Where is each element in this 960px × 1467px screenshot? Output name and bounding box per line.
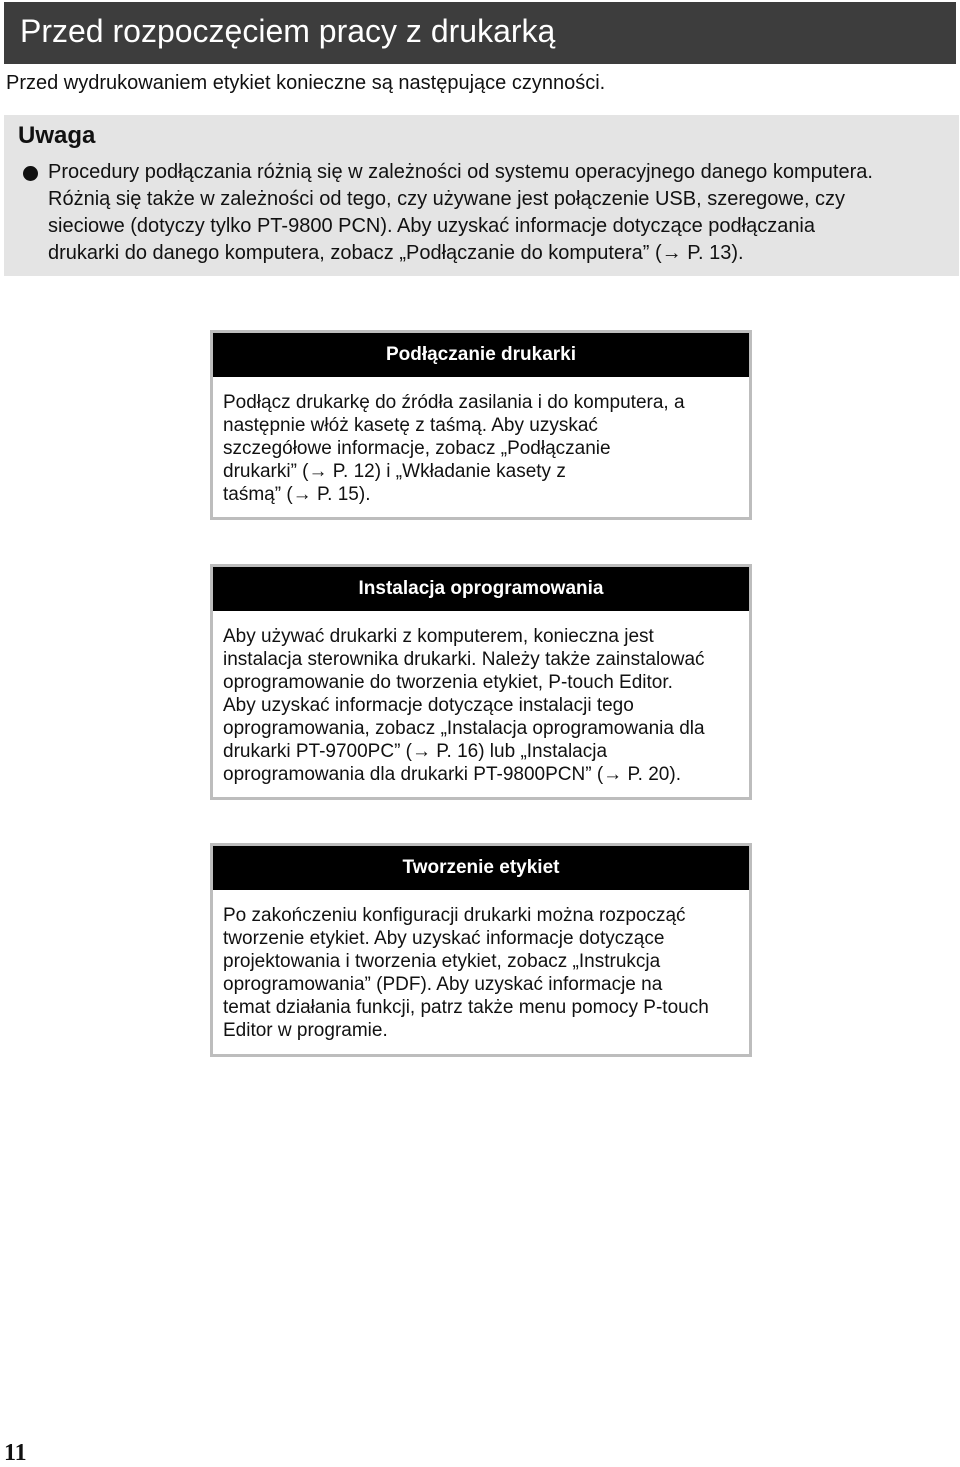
step-text-line: Po zakończeniu konfiguracji drukarki można rozpocząć	[223, 905, 686, 926]
step-text-line: Aby używać drukarki z komputerem, konieczna jest	[223, 626, 654, 647]
note-box	[4, 115, 959, 276]
bullet-icon	[23, 166, 38, 181]
step-text-line: projektowania i tworzenia etykiet, zobacz „Instrukcja	[223, 951, 661, 972]
step-text-line: taśmą” (→ P. 15).	[223, 484, 371, 505]
step-title: Podłączanie drukarki	[213, 333, 749, 377]
step-create-labels	[210, 843, 752, 1057]
note-heading: Uwaga	[18, 122, 96, 149]
intro-text: Przed wydrukowaniem etykiet konieczne są następujące czynności.	[6, 72, 606, 94]
page-title-bar	[4, 2, 956, 64]
step-text-line: Podłącz drukarkę do źródła zasilania i do komputera, a	[223, 392, 685, 413]
step-text-line: Aby uzyskać informacje dotyczące instalacji tego	[223, 695, 634, 716]
step-text-line: drukarki” (→ P. 12) i „Wkładanie kasety z	[223, 461, 566, 482]
step-connect-printer	[210, 330, 752, 520]
step-title: Tworzenie etykiet	[213, 846, 749, 890]
note-line: Procedury podłączania różnią się w zależności od systemu operacyjnego danego komputera.	[48, 161, 873, 183]
step-text-line: oprogramowanie do tworzenia etykiet, P-touch Editor.	[223, 672, 673, 693]
step-text-line: następnie włóż kasetę z taśmą. Aby uzyskać	[223, 415, 598, 436]
note-line: drukarki do danego komputera, zobacz „Podłączanie do komputera” (→ P. 13).	[48, 242, 744, 264]
step-text-line: oprogramowania, zobacz „Instalacja oprogramowania dla	[223, 718, 705, 739]
note-line: Różnią się także w zależności od tego, czy używane jest połączenie USB, szeregowe, czy	[48, 188, 846, 210]
step-install-software	[210, 564, 752, 800]
step-text-line: temat działania funkcji, patrz także menu pomocy P-touch	[223, 997, 709, 1018]
step-title: Instalacja oprogramowania	[213, 567, 749, 611]
step-text-line: oprogramowania dla drukarki PT-9800PCN” (→ P. 20).	[223, 764, 681, 785]
step-text-line: szczegółowe informacje, zobacz „Podłączanie	[223, 438, 611, 459]
step-text-line: oprogramowania” (PDF). Aby uzyskać informacje na	[223, 974, 663, 995]
page-title: Przed rozpoczęciem pracy z drukarką	[20, 13, 556, 49]
step-text-line: Editor w programie.	[223, 1020, 388, 1041]
step-text-line: instalacja sterownika drukarki. Należy także zainstalować	[223, 649, 705, 670]
step-text-line: drukarki PT-9700PC” (→ P. 16) lub „Instalacja	[223, 741, 608, 762]
note-line: sieciowe (dotyczy tylko PT-9800 PCN). Aby uzyskać informacje dotyczące podłączania	[48, 215, 816, 237]
step-text-line: tworzenie etykiet. Aby uzyskać informacje dotyczące	[223, 928, 665, 949]
page-number: 11	[4, 1440, 27, 1466]
